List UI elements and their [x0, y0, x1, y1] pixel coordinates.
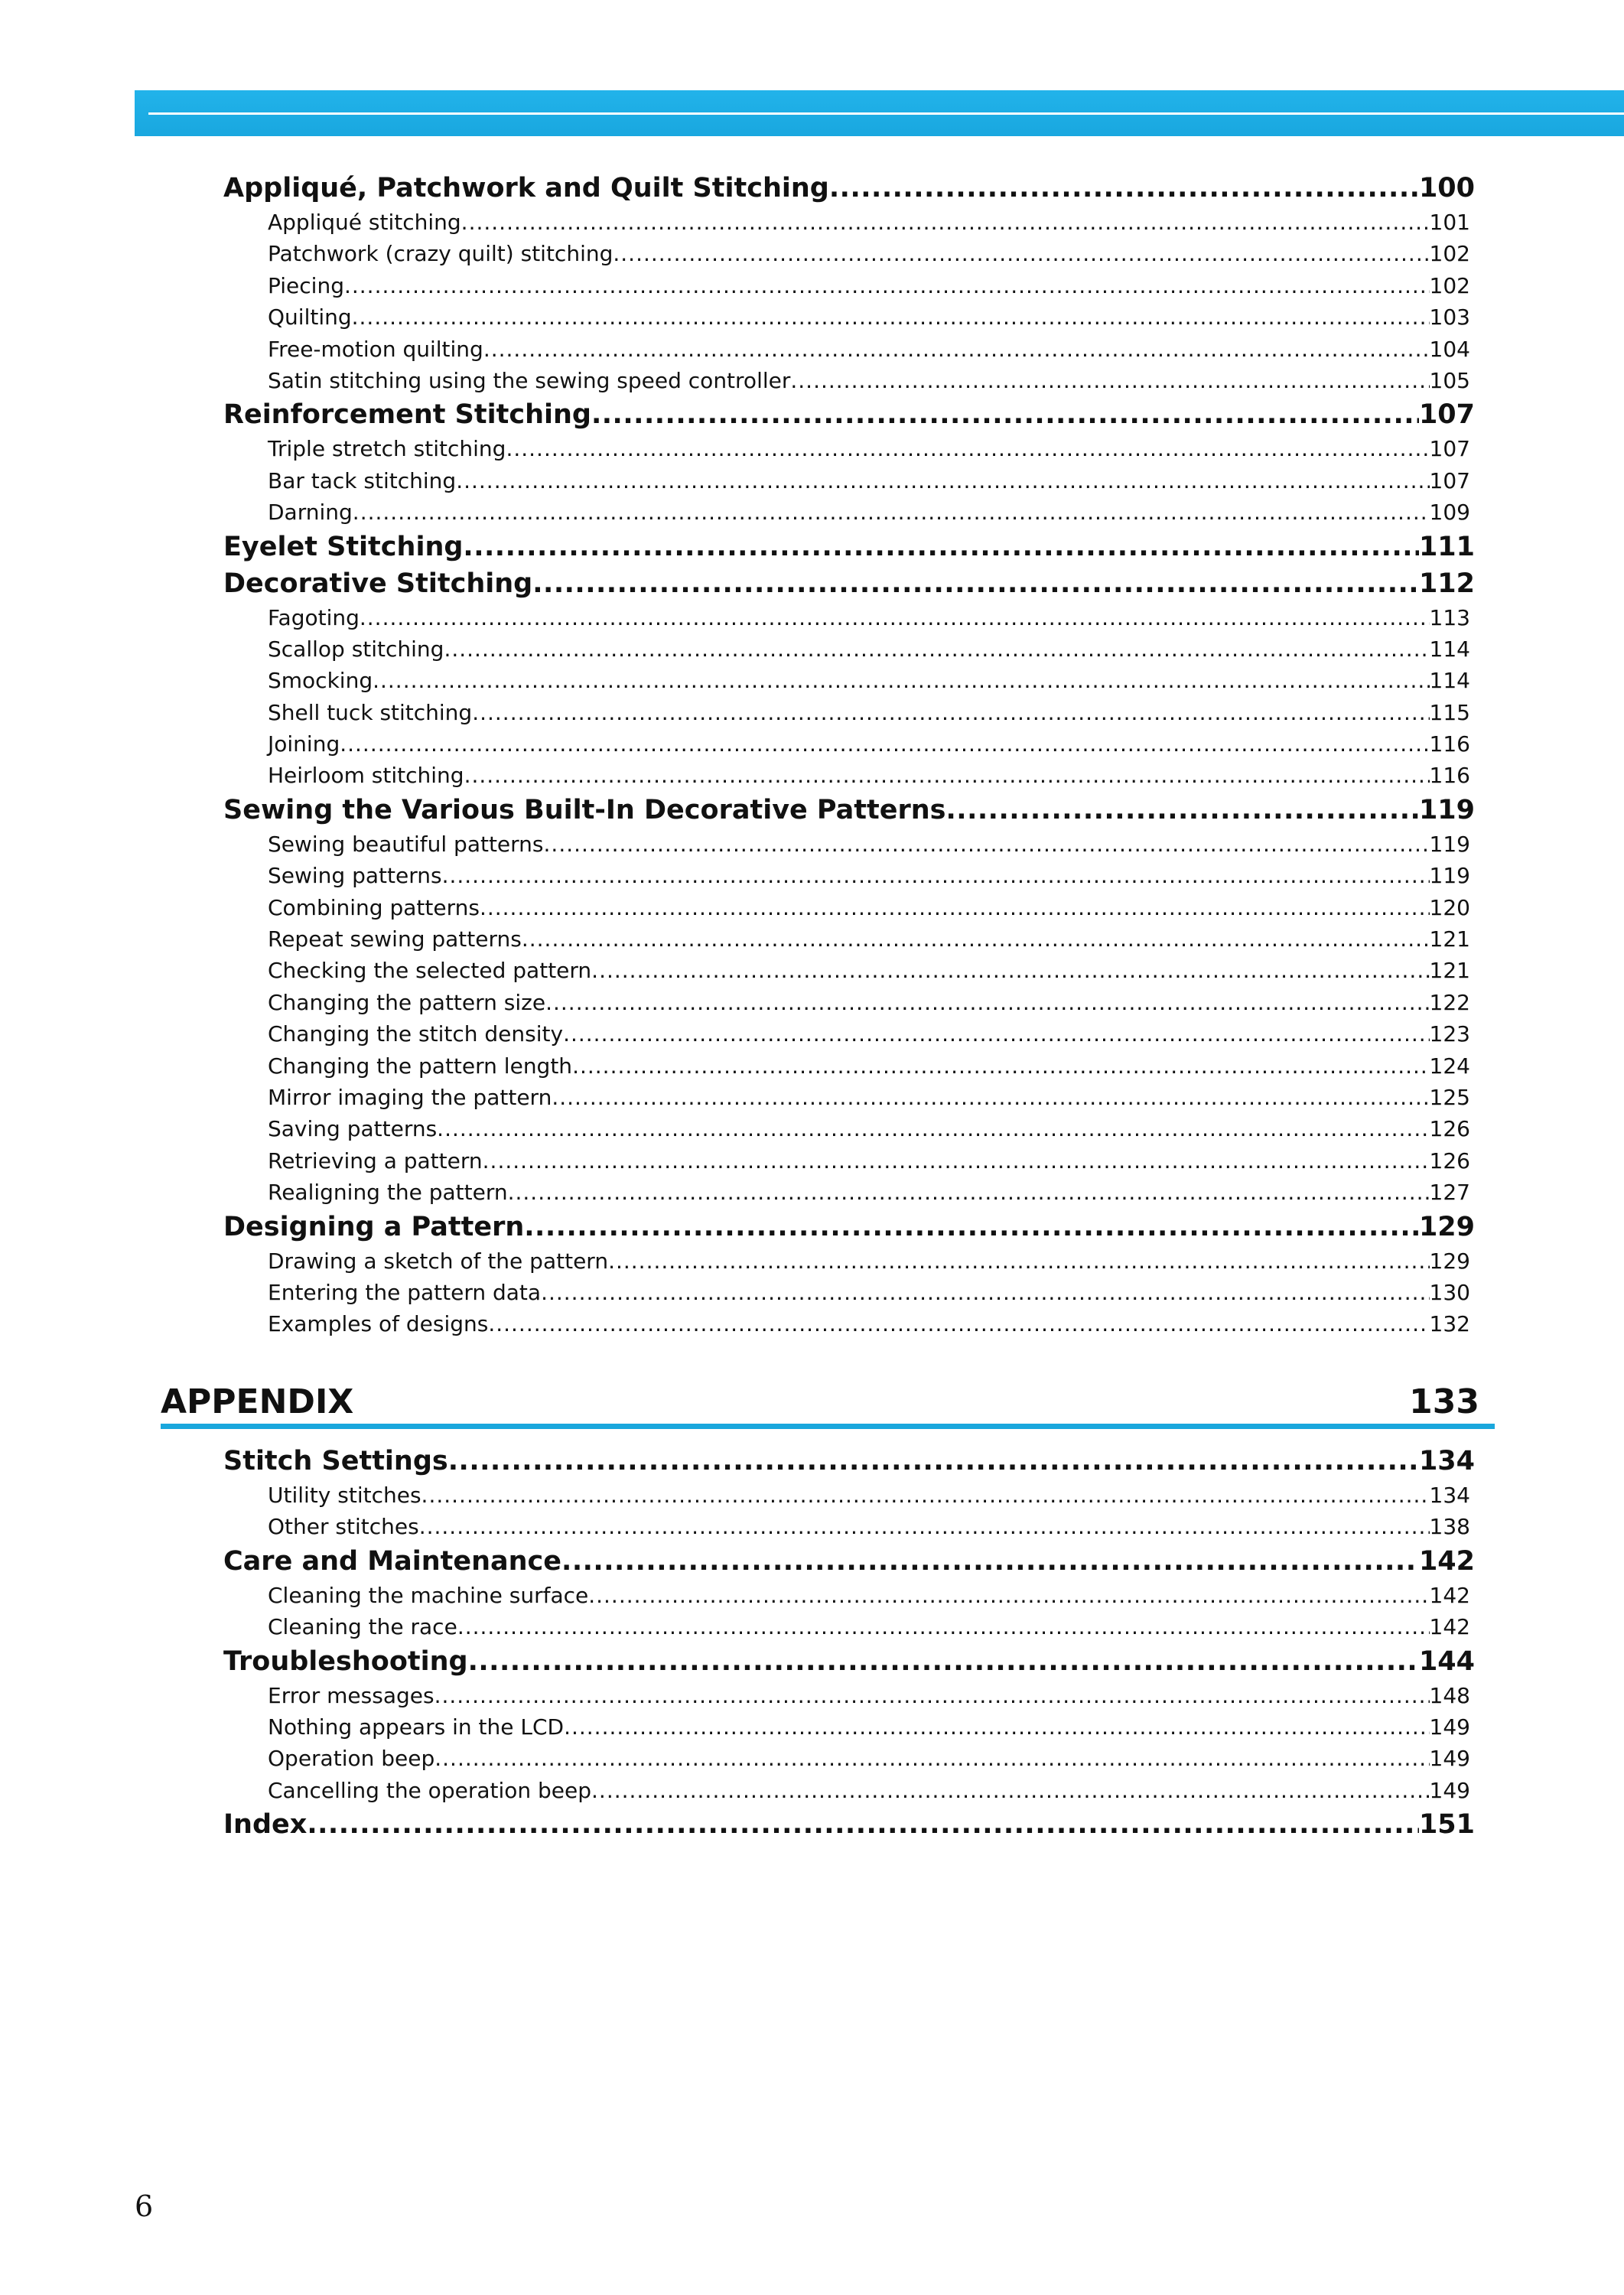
toc-dot-leader [353, 496, 1430, 528]
toc-dot-leader [437, 1113, 1429, 1144]
toc-entry-title: Sewing the Various Built-In Decorative Patterns [223, 794, 946, 825]
toc-entry-title: Heirloom stitching [268, 763, 464, 789]
toc-subentry[interactable] [223, 1511, 1475, 1542]
toc-entry-title: Combining patterns [268, 894, 480, 920]
header-bar [135, 90, 1624, 136]
toc-list-appendix [223, 1443, 1475, 1843]
toc-entry-title: Bar tack stitching [268, 467, 457, 493]
toc-entry-page: 148 [1429, 1682, 1470, 1708]
toc-dot-leader [522, 923, 1430, 955]
toc-dot-leader [532, 565, 1419, 602]
toc-dot-leader [463, 529, 1419, 565]
toc-entry-title: Sewing patterns [268, 863, 442, 889]
toc-entry-page: 127 [1429, 1180, 1470, 1206]
toc-entry-page: 142 [1429, 1582, 1470, 1608]
toc-section-entry[interactable] [223, 1643, 1475, 1680]
toc-dot-leader [340, 728, 1429, 760]
toc-section-entry[interactable] [223, 565, 1475, 602]
toc-dot-leader [461, 207, 1430, 238]
toc-entry-title: Drawing a sketch of the pattern [268, 1248, 609, 1274]
toc-dot-leader [360, 602, 1430, 633]
toc-dot-leader [419, 1511, 1430, 1542]
toc-subentry[interactable] [223, 1611, 1475, 1642]
toc-subentry[interactable] [223, 1082, 1475, 1113]
toc-subentry[interactable] [223, 301, 1475, 333]
toc-entry-page: 129 [1429, 1248, 1470, 1274]
toc-entry-page: 102 [1429, 241, 1470, 267]
toc-section-entry[interactable] [223, 1543, 1475, 1580]
toc-entry-title: Mirror imaging the pattern [268, 1084, 552, 1110]
toc-entry-page: 149 [1429, 1777, 1470, 1803]
toc-dot-leader [457, 1611, 1430, 1642]
toc-dot-leader [588, 1580, 1429, 1611]
toc-entry-title: Quilting [268, 304, 352, 330]
toc-entry-page: 125 [1429, 1084, 1470, 1110]
toc-subentry[interactable] [223, 602, 1475, 633]
toc-entry-title: Stitch Settings [223, 1446, 448, 1476]
toc-entry-page: 102 [1429, 272, 1470, 298]
toc-entry-page: 105 [1429, 367, 1470, 393]
toc-entry-title: Repeat sewing patterns [268, 926, 522, 952]
toc-entry-page: 119 [1429, 863, 1470, 889]
toc-dot-leader [488, 1308, 1429, 1340]
toc-entry-title: Fagoting [268, 604, 360, 630]
toc-dot-leader [545, 987, 1429, 1018]
toc-dot-leader [563, 1018, 1429, 1050]
toc-entry-title: Free-motion quilting [268, 336, 483, 362]
toc-dot-leader [608, 1245, 1429, 1277]
toc-section-entry[interactable] [223, 1443, 1475, 1480]
toc-dot-leader [448, 1443, 1419, 1480]
toc-entry-title: Utility stitches [268, 1483, 421, 1508]
toc-subentry[interactable] [223, 465, 1475, 496]
toc-entry-page: 142 [1418, 1545, 1475, 1577]
toc-section-entry[interactable] [223, 1806, 1475, 1843]
toc-entry-page: 107 [1429, 467, 1470, 493]
toc-subentry[interactable] [223, 1711, 1475, 1743]
toc-entry-title: Reinforcement Stitching [223, 399, 591, 431]
toc-entry-page: 149 [1429, 1746, 1470, 1772]
toc-subentry[interactable] [223, 987, 1475, 1018]
toc-entry-title: Patchwork (crazy quilt) stitching [268, 241, 613, 267]
toc-entry-title: Troubleshooting [223, 1646, 468, 1677]
toc-entry-title: Smocking [268, 668, 373, 694]
toc-subentry[interactable] [223, 1277, 1475, 1308]
toc-entry-page: 103 [1429, 304, 1470, 330]
toc-entry-page: 119 [1418, 794, 1475, 825]
toc-entry-page: 121 [1429, 958, 1470, 984]
toc-subentry[interactable] [223, 923, 1475, 955]
toc-dot-leader [468, 1643, 1419, 1680]
toc-subentry[interactable] [223, 238, 1475, 269]
toc-subentry[interactable] [223, 270, 1475, 301]
toc-entry-page: 100 [1418, 173, 1475, 203]
toc-dot-leader [572, 1050, 1429, 1082]
toc-entry-title: Triple stretch stitching [268, 436, 506, 462]
toc-entry-page: 114 [1429, 636, 1470, 662]
toc-subentry[interactable] [223, 365, 1475, 396]
toc-entry-page: 130 [1429, 1279, 1470, 1305]
toc-subentry[interactable] [223, 1743, 1475, 1774]
toc-entry-page: 116 [1429, 731, 1470, 757]
toc-entry-page: 107 [1418, 399, 1475, 431]
toc-section-entry[interactable] [223, 529, 1475, 565]
toc-entry-title: Cancelling the operation beep [268, 1777, 592, 1803]
toc-entry-title: Changing the pattern size [268, 989, 546, 1015]
toc-dot-leader [352, 301, 1430, 333]
toc-entry-page: 126 [1429, 1148, 1470, 1174]
toc-dot-leader [307, 1806, 1419, 1843]
toc-entry-page: 132 [1429, 1311, 1470, 1337]
toc-entry-page: 142 [1429, 1614, 1470, 1640]
toc-entry-page: 134 [1418, 1446, 1475, 1476]
toc-dot-leader [524, 1209, 1419, 1245]
toc-subentry[interactable] [223, 860, 1475, 891]
toc-entry-page: 101 [1429, 210, 1470, 235]
header-rule [148, 112, 1624, 115]
toc-section-entry[interactable] [223, 792, 1475, 828]
appendix-page: 133 [1409, 1382, 1479, 1421]
toc-dot-leader [564, 1711, 1429, 1743]
toc-subentry[interactable] [223, 1145, 1475, 1177]
toc-dot-leader [434, 1743, 1429, 1774]
toc-dot-leader [544, 828, 1430, 860]
toc-section-entry[interactable] [223, 170, 1475, 207]
toc-entry-page: 144 [1418, 1646, 1475, 1677]
toc-entry-page: 138 [1429, 1514, 1470, 1540]
toc-entry-title: Darning [268, 500, 353, 526]
toc-subentry[interactable] [223, 1177, 1475, 1208]
toc-entry-page: 111 [1418, 531, 1475, 562]
toc-dot-leader [442, 860, 1430, 891]
toc-entry-title: Saving patterns [268, 1116, 438, 1142]
toc-entry-page: 114 [1429, 668, 1470, 694]
page-number: 6 [135, 2189, 154, 2223]
toc-entry-title: Changing the stitch density [268, 1021, 564, 1047]
toc-subentry[interactable] [223, 1775, 1475, 1806]
toc-subentry[interactable] [223, 1245, 1475, 1277]
toc-dot-leader [434, 1680, 1430, 1711]
toc-entry-title: Changing the pattern length [268, 1053, 573, 1079]
toc-subentry[interactable] [223, 633, 1475, 665]
toc-entry-title: Piecing [268, 272, 344, 298]
toc-entry-title: Cleaning the machine surface [268, 1582, 589, 1608]
toc-entry-title: Examples of designs [268, 1311, 489, 1337]
toc-dot-leader [613, 238, 1429, 269]
toc-entry-title: Nothing appears in the LCD [268, 1714, 565, 1740]
toc-dot-leader [591, 955, 1429, 986]
toc-dot-leader [591, 1775, 1430, 1806]
toc-entry-page: 112 [1418, 568, 1475, 599]
toc-entry-page: 126 [1429, 1116, 1470, 1142]
toc-dot-leader [561, 1543, 1419, 1580]
toc-entry-page: 129 [1418, 1211, 1475, 1242]
toc-entry-title: Checking the selected pattern [268, 958, 592, 984]
toc-dot-leader [456, 465, 1429, 496]
toc-subentry[interactable] [223, 1308, 1475, 1340]
toc-dot-leader [444, 633, 1429, 665]
toc-entry-title: Appliqué, Patchwork and Quilt Stitching [223, 173, 829, 203]
toc-entry-page: 122 [1429, 989, 1470, 1015]
toc-entry-page: 123 [1429, 1021, 1470, 1047]
toc-subentry[interactable] [223, 334, 1475, 365]
toc-dot-leader [483, 1145, 1430, 1177]
toc-entry-title: Decorative Stitching [223, 568, 533, 599]
toc-subentry[interactable] [223, 1018, 1475, 1050]
toc-entry-page: 116 [1429, 763, 1470, 789]
toc-dot-leader [552, 1082, 1429, 1113]
toc-entry-title: Joining [268, 731, 340, 757]
toc-section-entry[interactable] [223, 1209, 1475, 1245]
toc-entry-title: Cleaning the race [268, 1614, 457, 1640]
toc-dot-leader [472, 697, 1429, 728]
toc-entry-title: Satin stitching using the sewing speed controller [268, 367, 791, 393]
toc-subentry[interactable] [223, 1480, 1475, 1511]
toc-subentry[interactable] [223, 955, 1475, 986]
toc-entry-title: Scallop stitching [268, 636, 444, 662]
toc-entry-page: 113 [1429, 604, 1470, 630]
toc-entry-title: Realigning the pattern [268, 1180, 508, 1206]
toc-dot-leader [506, 433, 1429, 464]
toc-dot-leader [480, 892, 1430, 923]
toc-entry-title: Sewing beautiful patterns [268, 831, 544, 857]
toc-entry-title: Entering the pattern data [268, 1279, 542, 1305]
toc-subentry[interactable] [223, 697, 1475, 728]
toc-subentry[interactable] [223, 828, 1475, 860]
toc-dot-leader [373, 665, 1429, 696]
appendix-heading[interactable] [161, 1376, 1495, 1429]
toc-entry-page: 151 [1418, 1809, 1475, 1841]
toc-entry-page: 120 [1429, 894, 1470, 920]
toc-subentry[interactable] [223, 728, 1475, 760]
toc-subentry[interactable] [223, 1680, 1475, 1711]
toc-subentry[interactable] [223, 760, 1475, 791]
toc-entry-title: Shell tuck stitching [268, 699, 473, 725]
toc-section-entry[interactable] [223, 396, 1475, 433]
toc-entry-page: 109 [1429, 500, 1470, 526]
toc-dot-leader [829, 170, 1419, 207]
toc-dot-leader [464, 760, 1430, 791]
toc-dot-leader [483, 334, 1430, 365]
toc-entry-title: Appliqué stitching [268, 210, 461, 235]
toc-subentry[interactable] [223, 433, 1475, 464]
toc-dot-leader [344, 270, 1430, 301]
toc-subentry[interactable] [223, 1580, 1475, 1611]
toc-dot-leader [945, 792, 1418, 828]
toc-subentry[interactable] [223, 892, 1475, 923]
toc-entry-title: Index [223, 1809, 308, 1841]
toc-entry-title: Retrieving a pattern [268, 1148, 483, 1174]
toc-entry-page: 121 [1429, 926, 1470, 952]
toc-entry-page: 104 [1429, 336, 1470, 362]
toc-subentry[interactable] [223, 1113, 1475, 1144]
toc-entry-title: Error messages [268, 1682, 434, 1708]
toc-entry-title: Designing a Pattern [223, 1211, 525, 1242]
toc-entry-title: Operation beep [268, 1746, 435, 1772]
toc-dot-leader [508, 1177, 1430, 1208]
toc-entry-page: 134 [1429, 1483, 1470, 1508]
appendix-title: APPENDIX [161, 1382, 354, 1421]
toc-dot-leader [541, 1277, 1429, 1308]
toc-entry-title: Care and Maintenance [223, 1545, 562, 1577]
toc-entry-page: 107 [1429, 436, 1470, 462]
toc-subentry[interactable] [223, 496, 1475, 528]
toc-entry-page: 124 [1429, 1053, 1470, 1079]
toc-subentry[interactable] [223, 665, 1475, 696]
toc-entry-title: Other stitches [268, 1514, 419, 1540]
toc-dot-leader [790, 365, 1429, 396]
toc-entry-title: Eyelet Stitching [223, 531, 464, 562]
toc-subentry[interactable] [223, 207, 1475, 238]
toc-entry-page: 115 [1429, 699, 1470, 725]
toc-dot-leader [591, 396, 1419, 433]
toc-entry-page: 119 [1429, 831, 1470, 857]
toc-subentry[interactable] [223, 1050, 1475, 1082]
toc-dot-leader [421, 1480, 1430, 1511]
toc-entry-page: 149 [1429, 1714, 1470, 1740]
toc-list-main [223, 170, 1475, 1340]
